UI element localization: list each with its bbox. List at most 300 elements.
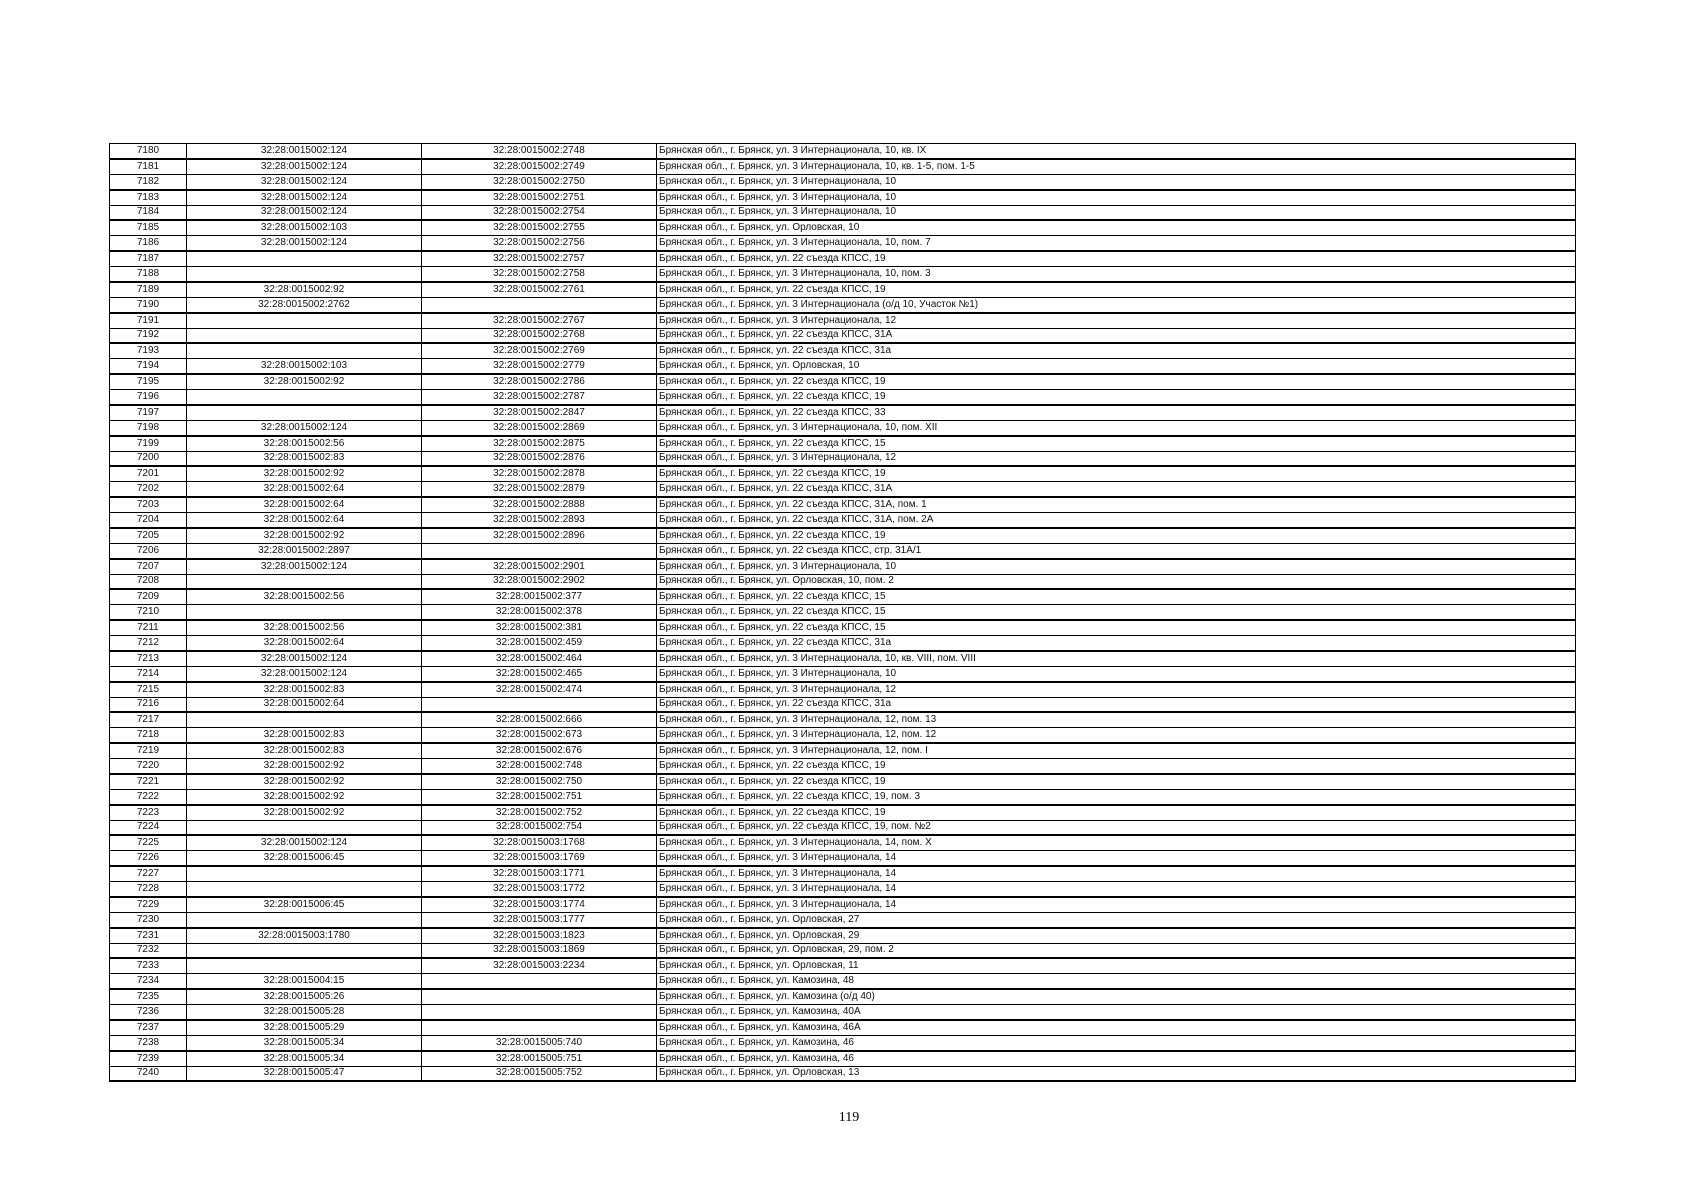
address-cell: Брянская обл., г. Брянск, ул. 22 съезда КПСС, 19, пом. №2 — [657, 820, 1576, 835]
table-row — [110, 759, 1576, 774]
object-cadastral-number-cell: 32:28:0015003:1774 — [422, 897, 657, 912]
row-number-cell: 7188 — [110, 267, 187, 282]
address-cell: Брянская обл., г. Брянск, ул. 22 съезда КПСС, 19 — [657, 466, 1576, 481]
address-cell: Брянская обл., г. Брянск, ул. Камозина, 46 — [657, 1035, 1576, 1050]
table-row — [110, 974, 1576, 989]
row-number-cell: 7198 — [110, 420, 187, 435]
object-cadastral-number-cell: 32:28:0015003:2234 — [422, 958, 657, 973]
parent-cadastral-number-cell: 32:28:0015002:124 — [187, 205, 422, 220]
address-cell: Брянская обл., г. Брянск, ул. Камозина, 46А — [657, 1020, 1576, 1035]
row-number-cell: 7238 — [110, 1035, 187, 1050]
table-row — [110, 267, 1576, 282]
object-cadastral-number-cell: 32:28:0015002:2756 — [422, 236, 657, 251]
parent-cadastral-number-cell: 32:28:0015002:56 — [187, 436, 422, 451]
table-row — [110, 405, 1576, 420]
parent-cadastral-number-cell — [187, 943, 422, 958]
object-cadastral-number-cell: 32:28:0015003:1769 — [422, 851, 657, 866]
address-cell: Брянская обл., г. Брянск, ул. Камозина, 40А — [657, 1005, 1576, 1020]
property-registry-table — [109, 143, 1576, 1082]
object-cadastral-number-cell: 32:28:0015002:381 — [422, 620, 657, 635]
address-cell: Брянская обл., г. Брянск, ул. 22 съезда КПСС, 31А, пом. 1 — [657, 497, 1576, 512]
address-cell: Брянская обл., г. Брянск, ул. 3 Интернационала, 10, пом. 3 — [657, 267, 1576, 282]
object-cadastral-number-cell: 32:28:0015002:2876 — [422, 451, 657, 466]
table-row — [110, 682, 1576, 697]
row-number-cell: 7215 — [110, 682, 187, 697]
address-cell: Брянская обл., г. Брянск, ул. 3 Интернационала, 10 — [657, 205, 1576, 220]
table-row — [110, 697, 1576, 712]
parent-cadastral-number-cell: 32:28:0015002:92 — [187, 805, 422, 820]
table-row — [110, 958, 1576, 973]
row-number-cell: 7230 — [110, 912, 187, 927]
parent-cadastral-number-cell — [187, 343, 422, 358]
table-row — [110, 466, 1576, 481]
address-cell: Брянская обл., г. Брянск, ул. 22 съезда КПСС, 31А — [657, 328, 1576, 343]
object-cadastral-number-cell: 32:28:0015002:2757 — [422, 251, 657, 266]
parent-cadastral-number-cell — [187, 313, 422, 328]
parent-cadastral-number-cell: 32:28:0015002:124 — [187, 174, 422, 189]
row-number-cell: 7204 — [110, 513, 187, 528]
object-cadastral-number-cell: 32:28:0015002:2786 — [422, 374, 657, 389]
parent-cadastral-number-cell: 32:28:0015005:26 — [187, 989, 422, 1004]
parent-cadastral-number-cell: 32:28:0015002:124 — [187, 236, 422, 251]
table-row — [110, 343, 1576, 358]
object-cadastral-number-cell: 32:28:0015003:1777 — [422, 912, 657, 927]
parent-cadastral-number-cell: 32:28:0015005:29 — [187, 1020, 422, 1035]
parent-cadastral-number-cell: 32:28:0015006:45 — [187, 851, 422, 866]
object-cadastral-number-cell: 32:28:0015002:2896 — [422, 528, 657, 543]
page-number: 119 — [838, 1110, 860, 1125]
parent-cadastral-number-cell: 32:28:0015002:92 — [187, 282, 422, 297]
row-number-cell: 7217 — [110, 712, 187, 727]
row-number-cell: 7240 — [110, 1066, 187, 1081]
parent-cadastral-number-cell — [187, 574, 422, 589]
address-cell: Брянская обл., г. Брянск, ул. 22 съезда КПСС, 31а — [657, 636, 1576, 651]
parent-cadastral-number-cell: 32:28:0015002:124 — [187, 420, 422, 435]
row-number-cell: 7194 — [110, 359, 187, 374]
parent-cadastral-number-cell: 32:28:0015002:56 — [187, 589, 422, 604]
address-cell: Брянская обл., г. Брянск, ул. 22 съезда КПСС, стр. 31А/1 — [657, 543, 1576, 558]
address-cell: Брянская обл., г. Брянск, ул. Орловская, 13 — [657, 1066, 1576, 1081]
address-cell: Брянская обл., г. Брянск, ул. 22 съезда КПСС, 19, пом. 3 — [657, 789, 1576, 804]
address-cell: Брянская обл., г. Брянск, ул. 22 съезда КПСС, 19 — [657, 374, 1576, 389]
table-row — [110, 513, 1576, 528]
row-number-cell: 7216 — [110, 697, 187, 712]
parent-cadastral-number-cell: 32:28:0015002:124 — [187, 666, 422, 681]
object-cadastral-number-cell: 32:28:0015005:740 — [422, 1035, 657, 1050]
object-cadastral-number-cell: 32:28:0015002:2779 — [422, 359, 657, 374]
address-cell: Брянская обл., г. Брянск, ул. Орловская, 11 — [657, 958, 1576, 973]
parent-cadastral-number-cell: 32:28:0015002:92 — [187, 466, 422, 481]
address-cell: Брянская обл., г. Брянск, ул. 22 съезда КПСС, 19 — [657, 390, 1576, 405]
row-number-cell: 7190 — [110, 297, 187, 312]
parent-cadastral-number-cell: 32:28:0015002:64 — [187, 497, 422, 512]
address-cell: Брянская обл., г. Брянск, ул. 22 съезда КПСС, 15 — [657, 589, 1576, 604]
row-number-cell: 7202 — [110, 482, 187, 497]
object-cadastral-number-cell: 32:28:0015002:459 — [422, 636, 657, 651]
table-row — [110, 328, 1576, 343]
object-cadastral-number-cell: 32:28:0015002:2758 — [422, 267, 657, 282]
row-number-cell: 7201 — [110, 466, 187, 481]
row-number-cell: 7208 — [110, 574, 187, 589]
row-number-cell: 7231 — [110, 928, 187, 943]
address-cell: Брянская обл., г. Брянск, ул. 22 съезда КПСС, 15 — [657, 605, 1576, 620]
object-cadastral-number-cell — [422, 989, 657, 1004]
row-number-cell: 7189 — [110, 282, 187, 297]
parent-cadastral-number-cell: 32:28:0015002:124 — [187, 144, 422, 159]
object-cadastral-number-cell: 32:28:0015003:1823 — [422, 928, 657, 943]
address-cell: Брянская обл., г. Брянск, ул. Орловская, 29 — [657, 928, 1576, 943]
table-row — [110, 789, 1576, 804]
table-row — [110, 1051, 1576, 1066]
table-row — [110, 1035, 1576, 1050]
row-number-cell: 7205 — [110, 528, 187, 543]
row-number-cell: 7185 — [110, 220, 187, 235]
row-number-cell: 7192 — [110, 328, 187, 343]
address-cell: Брянская обл., г. Брянск, ул. 3 Интернационала, 12 — [657, 313, 1576, 328]
table-row — [110, 482, 1576, 497]
object-cadastral-number-cell: 32:28:0015002:2901 — [422, 559, 657, 574]
parent-cadastral-number-cell — [187, 820, 422, 835]
parent-cadastral-number-cell — [187, 912, 422, 927]
table-row — [110, 620, 1576, 635]
table-row — [110, 220, 1576, 235]
parent-cadastral-number-cell: 32:28:0015002:2762 — [187, 297, 422, 312]
row-number-cell: 7186 — [110, 236, 187, 251]
row-number-cell: 7210 — [110, 605, 187, 620]
row-number-cell: 7180 — [110, 144, 187, 159]
table-row — [110, 174, 1576, 189]
parent-cadastral-number-cell: 32:28:0015002:64 — [187, 636, 422, 651]
object-cadastral-number-cell: 32:28:0015005:751 — [422, 1051, 657, 1066]
table-row — [110, 559, 1576, 574]
object-cadastral-number-cell: 32:28:0015002:2767 — [422, 313, 657, 328]
row-number-cell: 7239 — [110, 1051, 187, 1066]
row-number-cell: 7206 — [110, 543, 187, 558]
table-row — [110, 390, 1576, 405]
object-cadastral-number-cell: 32:28:0015002:2888 — [422, 497, 657, 512]
parent-cadastral-number-cell — [187, 866, 422, 881]
parent-cadastral-number-cell: 32:28:0015006:45 — [187, 897, 422, 912]
parent-cadastral-number-cell — [187, 958, 422, 973]
object-cadastral-number-cell: 32:28:0015002:2754 — [422, 205, 657, 220]
row-number-cell: 7197 — [110, 405, 187, 420]
table-row — [110, 743, 1576, 758]
row-number-cell: 7222 — [110, 789, 187, 804]
row-number-cell: 7232 — [110, 943, 187, 958]
address-cell: Брянская обл., г. Брянск, ул. 3 Интернационала, 14 — [657, 897, 1576, 912]
table-row — [110, 774, 1576, 789]
object-cadastral-number-cell: 32:28:0015002:2878 — [422, 466, 657, 481]
table-row — [110, 359, 1576, 374]
row-number-cell: 7203 — [110, 497, 187, 512]
object-cadastral-number-cell: 32:28:0015002:2761 — [422, 282, 657, 297]
table-row — [110, 851, 1576, 866]
row-number-cell: 7207 — [110, 559, 187, 574]
row-number-cell: 7181 — [110, 159, 187, 174]
table-row — [110, 636, 1576, 651]
parent-cadastral-number-cell: 32:28:0015002:83 — [187, 451, 422, 466]
row-number-cell: 7228 — [110, 882, 187, 897]
object-cadastral-number-cell — [422, 1020, 657, 1035]
parent-cadastral-number-cell: 32:28:0015002:124 — [187, 835, 422, 850]
parent-cadastral-number-cell — [187, 882, 422, 897]
parent-cadastral-number-cell: 32:28:0015002:64 — [187, 482, 422, 497]
object-cadastral-number-cell: 32:28:0015002:2869 — [422, 420, 657, 435]
parent-cadastral-number-cell — [187, 405, 422, 420]
table-row — [110, 928, 1576, 943]
table-row — [110, 835, 1576, 850]
address-cell: Брянская обл., г. Брянск, ул. 3 Интернационала, 12, пом. I — [657, 743, 1576, 758]
object-cadastral-number-cell: 32:28:0015002:2748 — [422, 144, 657, 159]
table-row — [110, 236, 1576, 251]
address-cell: Брянская обл., г. Брянск, ул. Камозина (о/д 40) — [657, 989, 1576, 1004]
object-cadastral-number-cell: 32:28:0015002:2902 — [422, 574, 657, 589]
registry-table-body — [110, 144, 1576, 1082]
parent-cadastral-number-cell — [187, 712, 422, 727]
row-number-cell: 7187 — [110, 251, 187, 266]
table-row — [110, 497, 1576, 512]
row-number-cell: 7212 — [110, 636, 187, 651]
parent-cadastral-number-cell: 32:28:0015002:64 — [187, 513, 422, 528]
object-cadastral-number-cell: 32:28:0015002:666 — [422, 712, 657, 727]
row-number-cell: 7182 — [110, 174, 187, 189]
address-cell: Брянская обл., г. Брянск, ул. Камозина, 46 — [657, 1051, 1576, 1066]
table-row — [110, 605, 1576, 620]
parent-cadastral-number-cell: 32:28:0015002:64 — [187, 697, 422, 712]
table-row — [110, 528, 1576, 543]
parent-cadastral-number-cell — [187, 390, 422, 405]
address-cell: Брянская обл., г. Брянск, ул. 22 съезда КПСС, 19 — [657, 774, 1576, 789]
row-number-cell: 7224 — [110, 820, 187, 835]
parent-cadastral-number-cell: 32:28:0015002:124 — [187, 190, 422, 205]
parent-cadastral-number-cell: 32:28:0015002:103 — [187, 359, 422, 374]
address-cell: Брянская обл., г. Брянск, ул. 3 Интернационала, 10, кв. VIII, пом. VIII — [657, 651, 1576, 666]
object-cadastral-number-cell: 32:28:0015002:2875 — [422, 436, 657, 451]
table-row — [110, 728, 1576, 743]
address-cell: Брянская обл., г. Брянск, ул. Орловская, 10 — [657, 359, 1576, 374]
address-cell: Брянская обл., г. Брянск, ул. 22 съезда КПСС, 15 — [657, 620, 1576, 635]
row-number-cell: 7234 — [110, 974, 187, 989]
object-cadastral-number-cell: 32:28:0015002:2879 — [422, 482, 657, 497]
parent-cadastral-number-cell: 32:28:0015002:83 — [187, 743, 422, 758]
table-row — [110, 589, 1576, 604]
table-row — [110, 882, 1576, 897]
address-cell: Брянская обл., г. Брянск, ул. 22 съезда КПСС, 19 — [657, 251, 1576, 266]
parent-cadastral-number-cell: 32:28:0015004:15 — [187, 974, 422, 989]
object-cadastral-number-cell — [422, 543, 657, 558]
object-cadastral-number-cell: 32:28:0015002:2787 — [422, 390, 657, 405]
object-cadastral-number-cell: 32:28:0015003:1771 — [422, 866, 657, 881]
address-cell: Брянская обл., г. Брянск, ул. 3 Интернационала, 10, кв. 1-5, пом. 1-5 — [657, 159, 1576, 174]
object-cadastral-number-cell: 32:28:0015003:1772 — [422, 882, 657, 897]
table-row — [110, 989, 1576, 1004]
table-row — [110, 282, 1576, 297]
address-cell: Брянская обл., г. Брянск, ул. 22 съезда КПСС, 15 — [657, 436, 1576, 451]
parent-cadastral-number-cell: 32:28:0015002:56 — [187, 620, 422, 635]
row-number-cell: 7223 — [110, 805, 187, 820]
row-number-cell: 7225 — [110, 835, 187, 850]
object-cadastral-number-cell: 32:28:0015002:754 — [422, 820, 657, 835]
address-cell: Брянская обл., г. Брянск, ул. 3 Интернационала, 10, пом. 7 — [657, 236, 1576, 251]
address-cell: Брянская обл., г. Брянск, ул. 3 Интернационала, 10 — [657, 190, 1576, 205]
row-number-cell: 7196 — [110, 390, 187, 405]
object-cadastral-number-cell: 32:28:0015002:2750 — [422, 174, 657, 189]
table-row — [110, 805, 1576, 820]
address-cell: Брянская обл., г. Брянск, ул. 3 Интернационала, 14 — [657, 882, 1576, 897]
table-row — [110, 205, 1576, 220]
table-row — [110, 943, 1576, 958]
parent-cadastral-number-cell: 32:28:0015005:28 — [187, 1005, 422, 1020]
object-cadastral-number-cell — [422, 697, 657, 712]
object-cadastral-number-cell — [422, 974, 657, 989]
address-cell: Брянская обл., г. Брянск, ул. 3 Интернационала, 10, кв. IX — [657, 144, 1576, 159]
object-cadastral-number-cell: 32:28:0015002:2768 — [422, 328, 657, 343]
row-number-cell: 7218 — [110, 728, 187, 743]
table-row — [110, 251, 1576, 266]
table-row — [110, 436, 1576, 451]
parent-cadastral-number-cell — [187, 251, 422, 266]
table-row — [110, 712, 1576, 727]
address-cell: Брянская обл., г. Брянск, ул. 3 Интернационала, 12, пом. 13 — [657, 712, 1576, 727]
row-number-cell: 7219 — [110, 743, 187, 758]
object-cadastral-number-cell — [422, 1005, 657, 1020]
row-number-cell: 7209 — [110, 589, 187, 604]
address-cell: Брянская обл., г. Брянск, ул. 22 съезда КПСС, 19 — [657, 759, 1576, 774]
row-number-cell: 7220 — [110, 759, 187, 774]
parent-cadastral-number-cell: 32:28:0015002:92 — [187, 774, 422, 789]
table-row — [110, 190, 1576, 205]
address-cell: Брянская обл., г. Брянск, ул. 3 Интернационала, 12 — [657, 682, 1576, 697]
row-number-cell: 7184 — [110, 205, 187, 220]
parent-cadastral-number-cell: 32:28:0015002:2897 — [187, 543, 422, 558]
table-row — [110, 651, 1576, 666]
address-cell: Брянская обл., г. Брянск, ул. Орловская, 10 — [657, 220, 1576, 235]
object-cadastral-number-cell: 32:28:0015003:1768 — [422, 835, 657, 850]
address-cell: Брянская обл., г. Брянск, ул. 22 съезда КПСС, 31А — [657, 482, 1576, 497]
row-number-cell: 7211 — [110, 620, 187, 635]
row-number-cell: 7193 — [110, 343, 187, 358]
address-cell: Брянская обл., г. Брянск, ул. Орловская, 10, пом. 2 — [657, 574, 1576, 589]
table-row — [110, 420, 1576, 435]
object-cadastral-number-cell: 32:28:0015002:377 — [422, 589, 657, 604]
address-cell: Брянская обл., г. Брянск, ул. 3 Интернационала, 10, пом. XII — [657, 420, 1576, 435]
parent-cadastral-number-cell: 32:28:0015002:92 — [187, 789, 422, 804]
row-number-cell: 7200 — [110, 451, 187, 466]
object-cadastral-number-cell: 32:28:0015002:2847 — [422, 405, 657, 420]
table-row — [110, 543, 1576, 558]
parent-cadastral-number-cell — [187, 605, 422, 620]
address-cell: Брянская обл., г. Брянск, ул. 22 съезда КПСС, 19 — [657, 805, 1576, 820]
object-cadastral-number-cell: 32:28:0015002:465 — [422, 666, 657, 681]
address-cell: Брянская обл., г. Брянск, ул. 3 Интернационала, 12 — [657, 451, 1576, 466]
address-cell: Брянская обл., г. Брянск, ул. 3 Интернационала, 10 — [657, 174, 1576, 189]
address-cell: Брянская обл., г. Брянск, ул. 3 Интернационала, 10 — [657, 666, 1576, 681]
table-row — [110, 313, 1576, 328]
parent-cadastral-number-cell: 32:28:0015002:124 — [187, 651, 422, 666]
parent-cadastral-number-cell: 32:28:0015002:83 — [187, 682, 422, 697]
object-cadastral-number-cell — [422, 297, 657, 312]
address-cell: Брянская обл., г. Брянск, ул. 3 Интернационала, 12, пом. 12 — [657, 728, 1576, 743]
row-number-cell: 7199 — [110, 436, 187, 451]
row-number-cell: 7183 — [110, 190, 187, 205]
address-cell: Брянская обл., г. Брянск, ул. 22 съезда КПСС, 19 — [657, 528, 1576, 543]
row-number-cell: 7227 — [110, 866, 187, 881]
address-cell: Брянская обл., г. Брянск, ул. Орловская, 27 — [657, 912, 1576, 927]
object-cadastral-number-cell: 32:28:0015002:2751 — [422, 190, 657, 205]
address-cell: Брянская обл., г. Брянск, ул. 3 Интернационала, 14 — [657, 851, 1576, 866]
object-cadastral-number-cell: 32:28:0015002:2749 — [422, 159, 657, 174]
object-cadastral-number-cell: 32:28:0015002:2769 — [422, 343, 657, 358]
row-number-cell: 7213 — [110, 651, 187, 666]
row-number-cell: 7237 — [110, 1020, 187, 1035]
address-cell: Брянская обл., г. Брянск, ул. Камозина, 48 — [657, 974, 1576, 989]
table-row — [110, 144, 1576, 159]
table-row — [110, 866, 1576, 881]
row-number-cell: 7235 — [110, 989, 187, 1004]
address-cell: Брянская обл., г. Брянск, ул. 22 съезда КПСС, 31а — [657, 697, 1576, 712]
parent-cadastral-number-cell: 32:28:0015005:34 — [187, 1035, 422, 1050]
parent-cadastral-number-cell: 32:28:0015002:124 — [187, 559, 422, 574]
object-cadastral-number-cell: 32:28:0015002:676 — [422, 743, 657, 758]
object-cadastral-number-cell: 32:28:0015002:2755 — [422, 220, 657, 235]
row-number-cell: 7191 — [110, 313, 187, 328]
object-cadastral-number-cell: 32:28:0015002:750 — [422, 774, 657, 789]
object-cadastral-number-cell: 32:28:0015002:752 — [422, 805, 657, 820]
address-cell: Брянская обл., г. Брянск, ул. 3 Интернационала, 14 — [657, 866, 1576, 881]
address-cell: Брянская обл., г. Брянск, ул. 22 съезда КПСС, 31а — [657, 343, 1576, 358]
parent-cadastral-number-cell: 32:28:0015003:1780 — [187, 928, 422, 943]
parent-cadastral-number-cell: 32:28:0015002:92 — [187, 759, 422, 774]
table-row — [110, 374, 1576, 389]
parent-cadastral-number-cell: 32:28:0015002:83 — [187, 728, 422, 743]
table-row — [110, 820, 1576, 835]
parent-cadastral-number-cell — [187, 328, 422, 343]
table-row — [110, 1005, 1576, 1020]
address-cell: Брянская обл., г. Брянск, ул. 3 Интернационала, 10 — [657, 559, 1576, 574]
parent-cadastral-number-cell: 32:28:0015002:103 — [187, 220, 422, 235]
table-row — [110, 1066, 1576, 1081]
row-number-cell: 7236 — [110, 1005, 187, 1020]
object-cadastral-number-cell: 32:28:0015002:751 — [422, 789, 657, 804]
address-cell: Брянская обл., г. Брянск, ул. 22 съезда КПСС, 33 — [657, 405, 1576, 420]
row-number-cell: 7214 — [110, 666, 187, 681]
address-cell: Брянская обл., г. Брянск, ул. 3 Интернационала, 14, пом. X — [657, 835, 1576, 850]
object-cadastral-number-cell: 32:28:0015002:464 — [422, 651, 657, 666]
parent-cadastral-number-cell: 32:28:0015005:34 — [187, 1051, 422, 1066]
object-cadastral-number-cell: 32:28:0015003:1869 — [422, 943, 657, 958]
table-row — [110, 666, 1576, 681]
object-cadastral-number-cell: 32:28:0015005:752 — [422, 1066, 657, 1081]
object-cadastral-number-cell: 32:28:0015002:748 — [422, 759, 657, 774]
address-cell: Брянская обл., г. Брянск, ул. 22 съезда КПСС, 19 — [657, 282, 1576, 297]
address-cell: Брянская обл., г. Брянск, ул. 3 Интернационала (о/д 10, Участок №1) — [657, 297, 1576, 312]
row-number-cell: 7221 — [110, 774, 187, 789]
parent-cadastral-number-cell — [187, 267, 422, 282]
object-cadastral-number-cell: 32:28:0015002:673 — [422, 728, 657, 743]
parent-cadastral-number-cell: 32:28:0015002:124 — [187, 159, 422, 174]
table-row — [110, 897, 1576, 912]
address-cell: Брянская обл., г. Брянск, ул. 22 съезда КПСС, 31А, пом. 2А — [657, 513, 1576, 528]
object-cadastral-number-cell: 32:28:0015002:474 — [422, 682, 657, 697]
table-row — [110, 574, 1576, 589]
table-row — [110, 912, 1576, 927]
table-row — [110, 1020, 1576, 1035]
object-cadastral-number-cell: 32:28:0015002:2893 — [422, 513, 657, 528]
parent-cadastral-number-cell: 32:28:0015002:92 — [187, 528, 422, 543]
row-number-cell: 7195 — [110, 374, 187, 389]
parent-cadastral-number-cell: 32:28:0015005:47 — [187, 1066, 422, 1081]
object-cadastral-number-cell: 32:28:0015002:378 — [422, 605, 657, 620]
